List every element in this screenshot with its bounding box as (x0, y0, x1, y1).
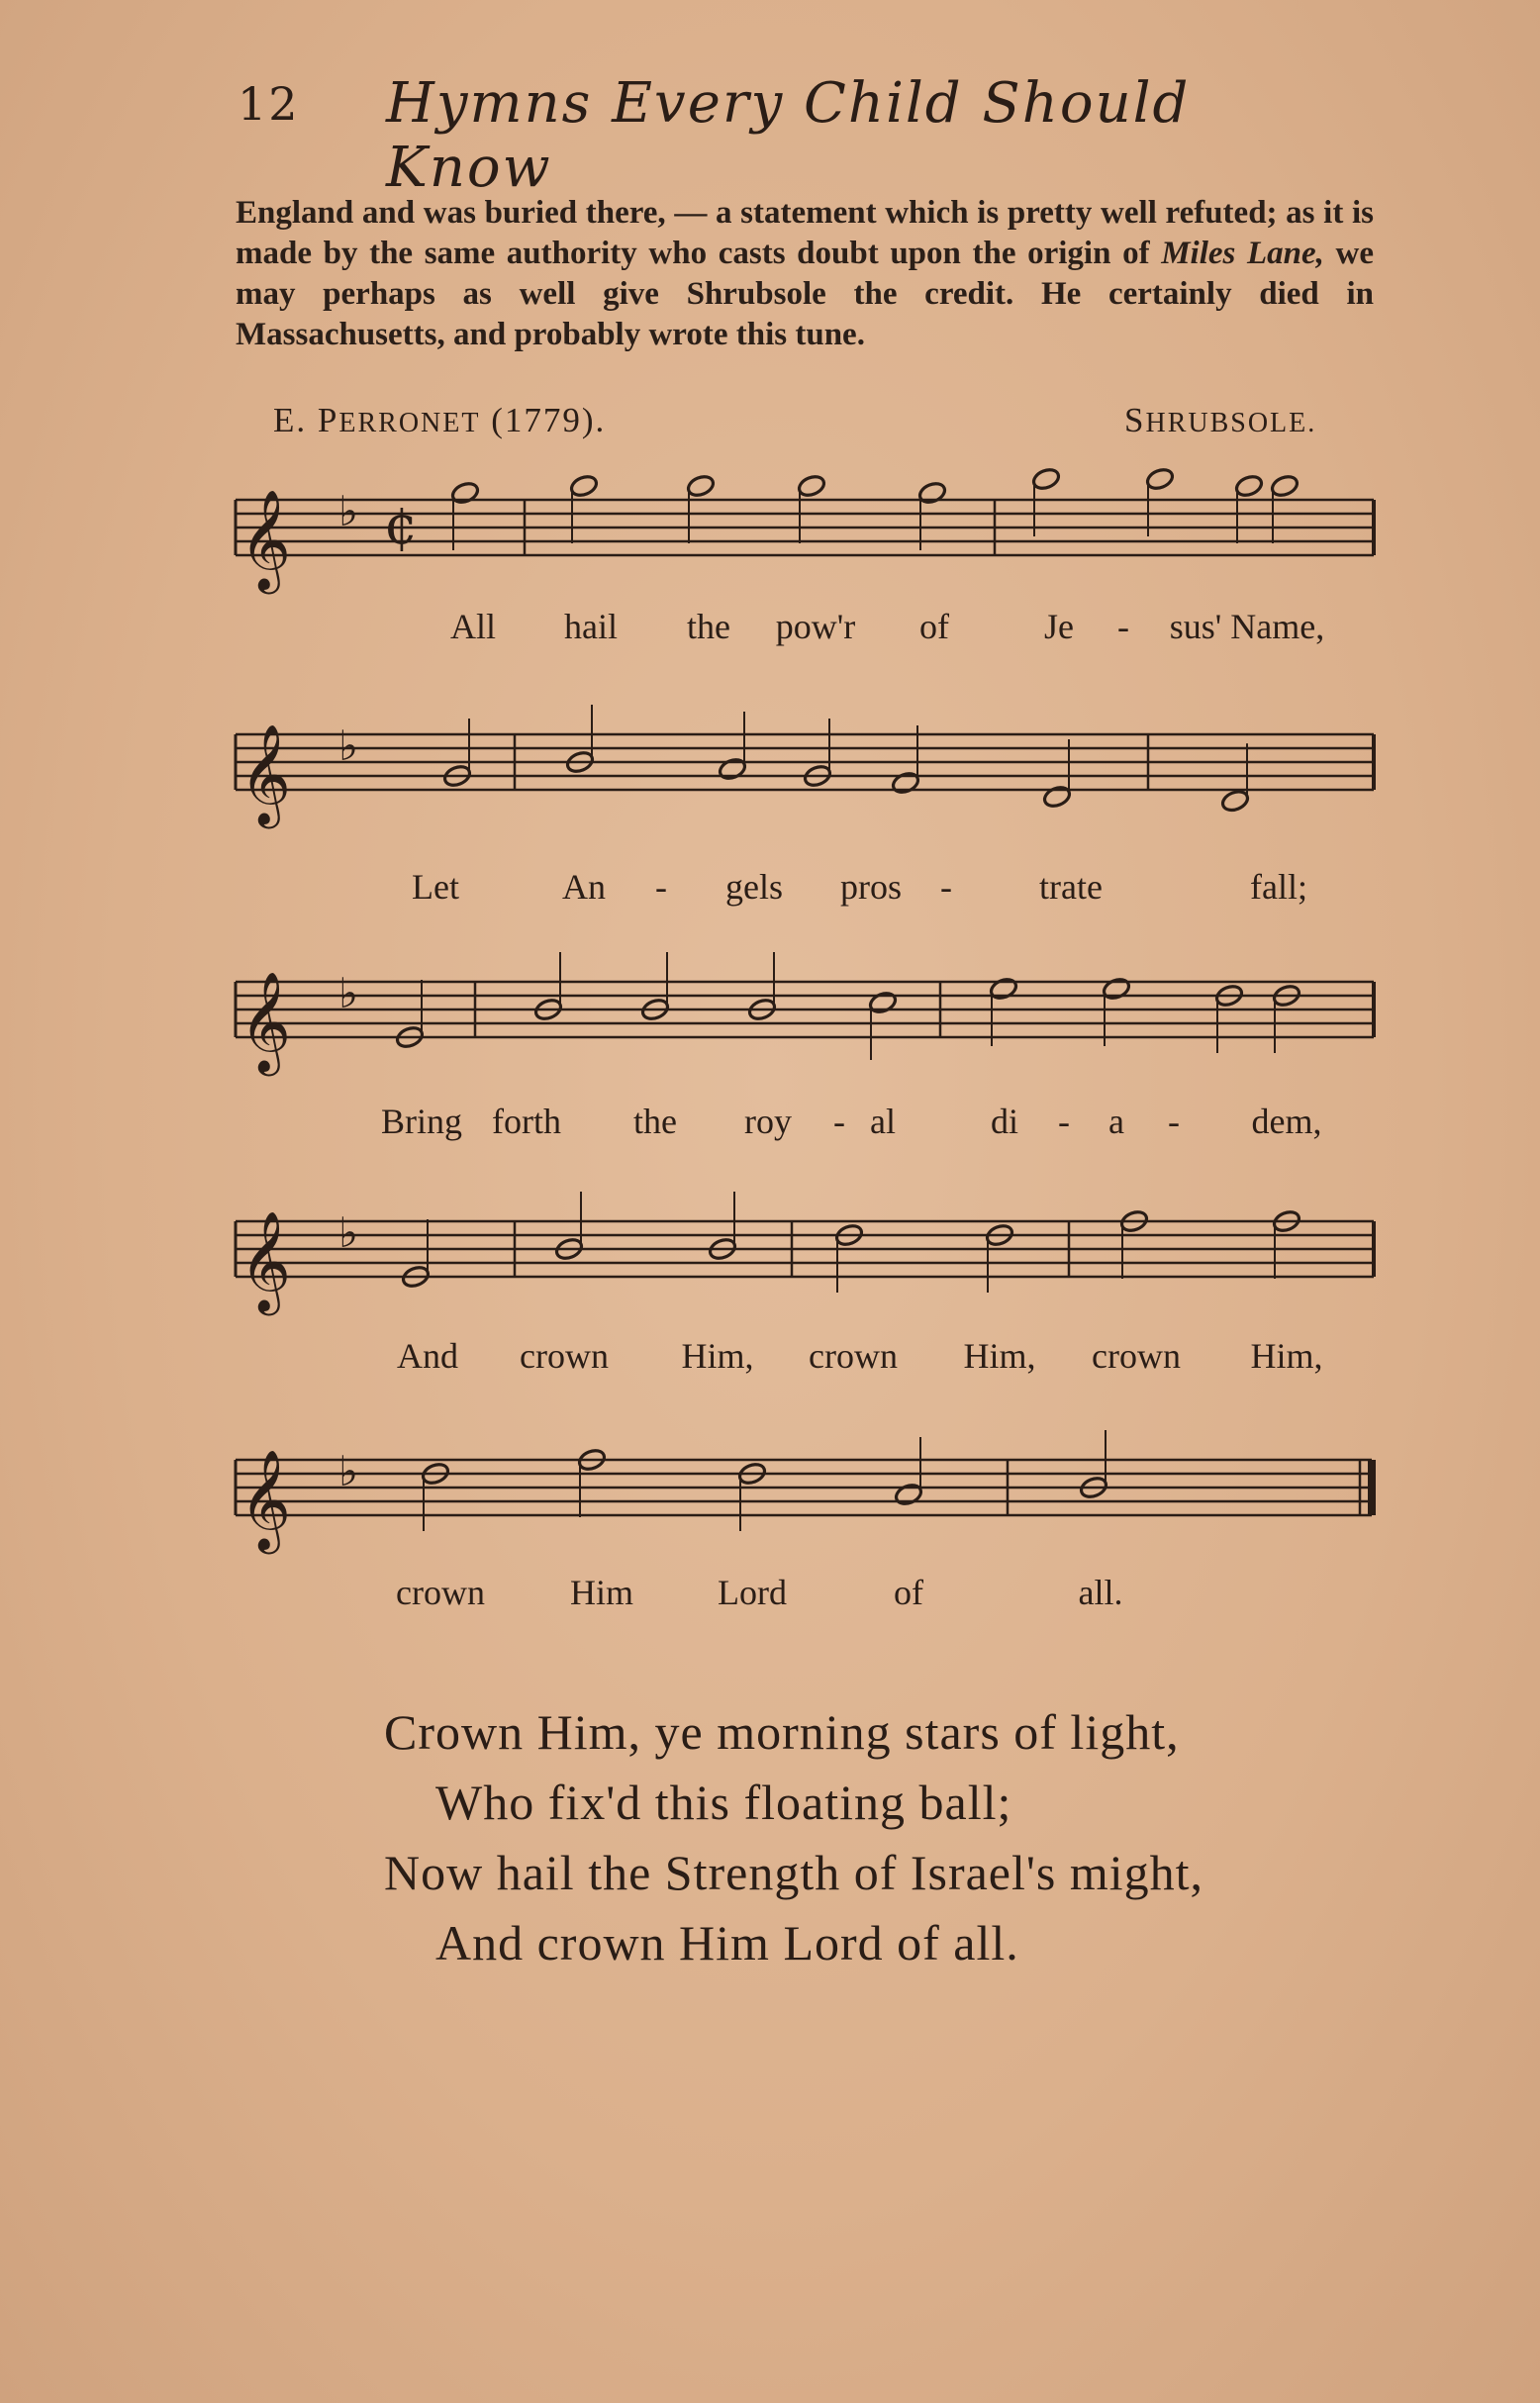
intro-text-after: we may perhaps as well give Shrubsole the credit. He certainly died in Massachusetts, and probably wrote this tune. (236, 236, 1374, 352)
tune-name: Miles Lane, (1161, 236, 1324, 271)
treble-clef-icon: 𝄞 (240, 722, 292, 824)
note-head (797, 473, 826, 499)
lyric-syllable: Him, (681, 1336, 754, 1376)
note-head (1102, 976, 1131, 1002)
lyric-syllable: Je (1044, 607, 1074, 646)
page-number: 12 (238, 77, 300, 131)
stanza-line: Now hail the Strength of Israel's might, (384, 1845, 1204, 1900)
lyric-syllable: - (1117, 607, 1129, 646)
stanza (384, 1697, 1203, 1978)
lyric-syllable: Him, (1250, 1336, 1323, 1376)
note-head (1031, 466, 1061, 492)
note-head (569, 473, 599, 499)
cut-time-icon: ¢ (384, 494, 419, 556)
lyric-syllable: An (562, 867, 606, 907)
note-head (1145, 466, 1175, 492)
lyric-syllable: of (894, 1573, 923, 1612)
flat-icon: ♭ (338, 1208, 358, 1257)
author-credit: E. PERRONET (1779). (273, 401, 607, 439)
stanza-line: And crown Him Lord of all. (435, 1915, 1019, 1970)
lyric-syllable: Let (412, 867, 459, 907)
lyric-syllable: All (449, 607, 497, 646)
lyric-syllable: crown (809, 1336, 898, 1376)
intro-text-before: England and was buried there, — a statement which is pretty well refuted; as it is made by the same authority who casts doubt upon the origin of (236, 195, 1374, 271)
lyric-syllable: trate (1039, 867, 1103, 907)
lyric-syllable: roy (744, 1102, 792, 1141)
flat-icon: ♭ (338, 969, 358, 1017)
lyric-syllable: - (1168, 1102, 1180, 1141)
note-head (891, 770, 920, 796)
flat-icon: ♭ (338, 1447, 358, 1495)
lyric-syllable: di (990, 1102, 1019, 1141)
lyric-syllable: crown (1092, 1336, 1181, 1376)
lyric-syllable: the (687, 607, 730, 646)
lyric-syllable: fall; (1250, 867, 1307, 907)
note-head (1042, 784, 1072, 810)
lyric-syllable: all. (1078, 1573, 1123, 1612)
note-head (894, 1482, 923, 1507)
lyric-syllable: hail (564, 607, 618, 646)
treble-clef-icon: 𝄞 (240, 1209, 292, 1311)
note-head (686, 473, 716, 499)
lyric-syllable: al (870, 1102, 896, 1141)
lyric-syllable: sus' Name, (1169, 607, 1325, 646)
composer-credit: SHRUBSOLE. (1124, 401, 1317, 439)
note-head (1220, 788, 1250, 814)
lyric-syllable: - (655, 867, 667, 907)
note-head (1270, 473, 1299, 499)
lyric-syllable: Him, (963, 1336, 1036, 1376)
stanza-line: Crown Him, ye morning stars of light, (384, 1704, 1180, 1760)
lyric-syllable: - (1058, 1102, 1070, 1141)
note-head (718, 756, 747, 782)
note-head (450, 480, 480, 506)
lyric-syllable: the (633, 1102, 677, 1141)
lyric-syllable: crown (520, 1336, 609, 1376)
flat-icon: ♭ (338, 487, 358, 535)
note-head (989, 976, 1018, 1002)
lyric-syllable: - (940, 867, 952, 907)
lyric-syllable: Lord (718, 1573, 787, 1612)
flat-icon: ♭ (338, 721, 358, 770)
treble-clef-icon: 𝄞 (240, 970, 292, 1072)
lyric-syllable: Bring (380, 1102, 463, 1141)
running-title: Hymns Every Child Should Know (386, 71, 1191, 200)
lyric-syllable: Him (569, 1573, 634, 1612)
note-head (917, 480, 947, 506)
lyric-syllable: of (919, 607, 949, 646)
lyric-syllable: gels (725, 867, 783, 907)
stanza-line: Who fix'd this floating ball; (435, 1775, 1012, 1830)
lyric-syllable: - (833, 1102, 845, 1141)
lyric-syllable: crown (396, 1573, 485, 1612)
lyric-syllable: dem, (1251, 1102, 1322, 1141)
note-head (868, 990, 898, 1015)
lyric-syllable: a (1108, 1102, 1124, 1141)
lyric-syllable: pros (840, 867, 902, 907)
lyric-syllable: forth (492, 1102, 561, 1141)
treble-clef-icon: 𝄞 (240, 1448, 292, 1550)
treble-clef-icon: 𝄞 (240, 488, 292, 590)
note-head (1234, 473, 1264, 499)
lyric-syllable: pow'r (775, 607, 856, 646)
lyric-syllable: And (397, 1336, 458, 1376)
